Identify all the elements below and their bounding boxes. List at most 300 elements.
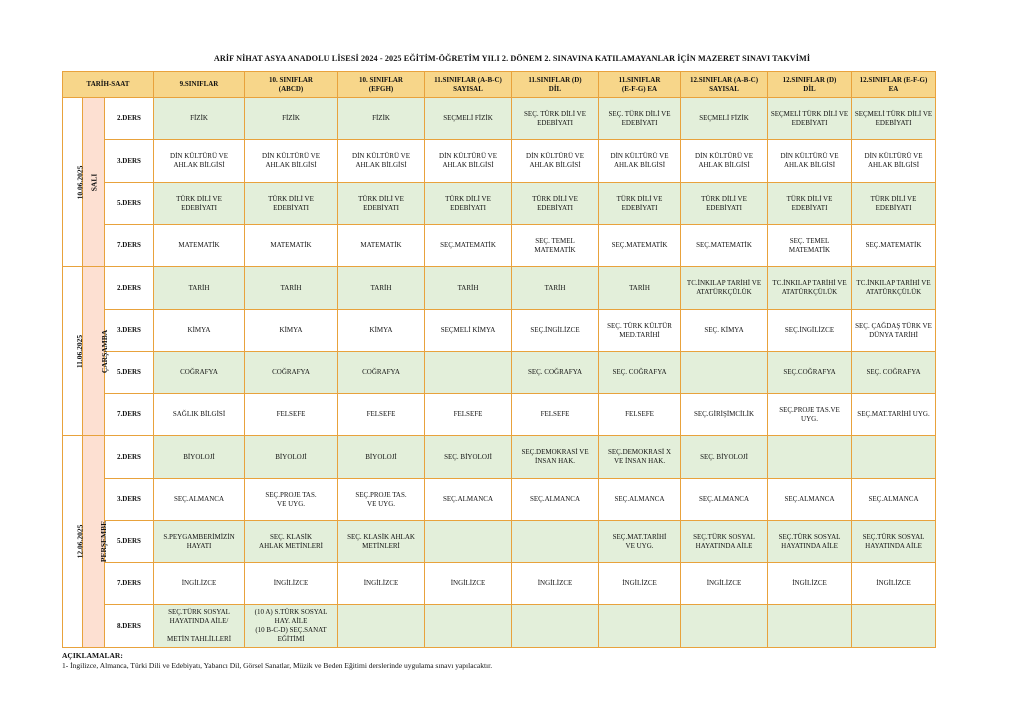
- exam-cell-line: SEÇ. TÜRK DİLİ VE: [608, 109, 671, 118]
- exam-cell-line: SEÇ.ALMANCA: [614, 495, 665, 503]
- exam-cell-line: FİZİK: [282, 114, 300, 122]
- exam-cell: [154, 267, 245, 310]
- exam-cell-line: [854, 453, 933, 462]
- exam-cell-line: EDEBİYATI: [363, 203, 399, 212]
- lesson-period-cell: 2.DERS: [105, 436, 154, 479]
- exam-cell: [512, 563, 599, 605]
- exam-cell-line: SEÇ. TÜRK DİLİ VE: [524, 109, 586, 118]
- exam-cell-line: İNSAN HAK.: [534, 457, 576, 465]
- exam-cell-line: TARİH: [629, 283, 650, 292]
- exam-cell: [852, 225, 936, 267]
- exam-cell: [154, 605, 245, 648]
- schedule-row: [63, 225, 936, 267]
- exam-cell: [425, 521, 512, 563]
- exam-cell-line: TC.İNKILAP TARİHİ VE: [772, 279, 847, 287]
- exam-cell-line: SEÇ.İNGİLİZCE: [530, 326, 580, 334]
- exam-cell-line: TÜRK DİLİ VE: [358, 194, 404, 203]
- exam-cell-line: [683, 368, 765, 377]
- day-cell: [83, 436, 109, 648]
- exam-cell: [154, 310, 245, 352]
- exam-cell-line: DİN KÜLTÜRÜ VE: [352, 152, 410, 160]
- exam-cell-line: [514, 622, 596, 631]
- exam-cell-line: MATEMATİK: [360, 241, 402, 249]
- lesson-period-cell: 5.DERS: [105, 183, 154, 225]
- exam-cell: [425, 436, 512, 479]
- exam-cell: [852, 310, 936, 352]
- day-label: PERŞEMBE: [99, 520, 109, 563]
- exam-schedule-table: [62, 71, 936, 648]
- exam-cell-line: SEÇ.MATEMATİK: [865, 241, 922, 249]
- exam-cell-line: SEÇMELİ KİMYA: [440, 326, 496, 334]
- lesson-period-cell: 5.DERS: [105, 352, 154, 394]
- exam-cell: [338, 225, 425, 267]
- exam-cell-line: EDEBİYATI: [706, 203, 742, 212]
- column-header: [425, 72, 512, 98]
- exam-cell: [425, 352, 512, 394]
- exam-cell-line: TARİH: [188, 283, 210, 292]
- exam-cell: [599, 310, 681, 352]
- exam-cell: [768, 563, 852, 605]
- exam-cell-line: TÜRK DİLİ VE: [870, 194, 917, 203]
- exam-cell-line: SEÇ.TÜRK SOSYAL: [168, 608, 230, 616]
- exam-cell-line: HAYATINDA AİLE: [695, 541, 753, 550]
- exam-cell: [852, 436, 936, 479]
- exam-cell: [768, 394, 852, 436]
- exam-cell: [512, 521, 599, 563]
- column-header-line: (EFGH): [368, 84, 394, 93]
- exam-cell-line: VE UYG.: [367, 499, 396, 508]
- exam-cell-line: SEÇ.MATEMATİK: [696, 241, 752, 249]
- exam-cell-line: COĞRAFYA: [180, 368, 218, 376]
- exam-cell-line: DİN KÜLTÜRÜ VE: [610, 152, 669, 160]
- header-row: [63, 72, 936, 98]
- exam-cell-line: TARİH: [544, 283, 566, 292]
- exam-cell-line: SEÇ.MAT.TARİHİ UYG.: [857, 410, 930, 418]
- exam-cell: [425, 310, 512, 352]
- exam-cell-line: SEÇ. KİMYA: [704, 326, 744, 334]
- exam-cell-line: HAYATI: [186, 541, 212, 550]
- exam-cell-line: DÜNYA TARİHİ: [869, 330, 918, 339]
- exam-cell-line: SEÇ.DEMOKRASİ X: [608, 448, 672, 456]
- exam-cell-line: EDEBİYATI: [450, 203, 486, 212]
- exam-cell-line: DİN KÜLTÜRÜ VE: [780, 152, 839, 160]
- exam-cell-line: AHLAK BİLGİSİ: [529, 161, 581, 169]
- exam-cell-line: COĞRAFYA: [362, 368, 400, 376]
- exam-cell-line: AHLAK METİNLERİ: [259, 541, 323, 550]
- exam-cell: [512, 183, 599, 225]
- day-label: SALI: [88, 173, 98, 191]
- exam-cell-line: ATATÜRKÇÜLÜK: [696, 288, 752, 296]
- exam-cell-line: EDEBİYATI: [875, 203, 912, 212]
- day-label: ÇARŞAMBA: [100, 329, 110, 373]
- exam-cell: [599, 521, 681, 563]
- exam-cell: [768, 352, 852, 394]
- column-header: [768, 72, 852, 98]
- exam-cell-line: SEÇ.TÜRK SOSYAL: [778, 532, 841, 541]
- exam-cell: [681, 394, 768, 436]
- exam-cell-line: [601, 622, 678, 631]
- exam-cell-line: HAYATINDA AİLE: [865, 541, 922, 550]
- exam-cell: [852, 267, 936, 310]
- exam-cell: [245, 98, 338, 140]
- exam-cell-line: [427, 622, 509, 631]
- exam-cell-line: TÜRK DİLİ VE: [701, 194, 747, 203]
- exam-cell-line: SEÇ.İNGİLİZCE: [784, 326, 835, 334]
- exam-cell: [154, 352, 245, 394]
- column-header-line: 11.SINIFLAR (D): [528, 75, 582, 84]
- lesson-period-cell: 7.DERS: [105, 225, 154, 267]
- page-title: ARİF NİHAT ASYA ANADOLU LİSESİ 2024 - 2025 EĞİTİM-ÖĞRETİM YILI 2. DÖNEM 2. SINAVINA KATILAMAYANLAR İÇİN MAZERET SINAVI TAKVİMİ: [213, 54, 811, 63]
- exam-cell-line: DİN KÜLTÜRÜ VE: [526, 152, 584, 160]
- exam-cell-line: TARİH: [370, 283, 392, 292]
- exam-cell-line: [770, 622, 849, 631]
- exam-cell-line: COĞRAFYA: [272, 368, 310, 376]
- column-header-line: 12.SINIFLAR (E-F-G): [859, 75, 928, 84]
- exam-cell: [599, 394, 681, 436]
- exam-cell-line: SEÇ. BİYOLOJİ: [700, 452, 748, 461]
- exam-cell-line: [427, 368, 509, 377]
- exam-cell: [512, 605, 599, 648]
- exam-cell: [512, 394, 599, 436]
- exam-cell-line: AHLAK BİLGİSİ: [867, 161, 920, 169]
- exam-cell-line: SEÇ.MATEMATİK: [611, 241, 668, 249]
- exam-cell: [338, 394, 425, 436]
- exam-cell-line: BİYOLOJİ: [183, 452, 215, 461]
- exam-cell-line: [683, 622, 765, 631]
- column-header-line: DİL: [548, 84, 562, 93]
- exam-cell-line: AHLAK BİLGİSİ: [173, 161, 225, 169]
- exam-cell: [681, 225, 768, 267]
- exam-cell: [154, 436, 245, 479]
- exam-cell: [599, 352, 681, 394]
- exam-cell-line: (10 B-C-D) SEÇ.SANAT: [255, 626, 327, 634]
- exam-cell-line: MATEMATİK: [178, 241, 220, 249]
- exam-cell: [154, 394, 245, 436]
- exam-cell-line: DİN KÜLTÜRÜ VE: [170, 152, 228, 160]
- exam-cell-line: [854, 622, 933, 631]
- column-header-line: 11.SINIFLAR: [618, 75, 661, 84]
- exam-cell-line: SEÇ. TEMEL: [789, 236, 830, 245]
- exam-cell-line: VE UYG.: [277, 499, 306, 508]
- exam-cell: [338, 479, 425, 521]
- exam-cell: [154, 563, 245, 605]
- exam-cell-line: AHLAK BİLGİSİ: [442, 161, 494, 169]
- exam-cell-line: HAY. AİLE: [274, 617, 308, 625]
- exam-cell-line: SEÇ.PROJE TAS.: [355, 490, 407, 499]
- exam-cell-line: MED.TARİHİ: [619, 330, 660, 339]
- exam-cell-line: SEÇ. KLASİK: [270, 532, 313, 541]
- exam-cell-line: S.PEYGAMBERİMİZİN: [163, 532, 235, 541]
- exam-cell: [154, 98, 245, 140]
- exam-cell-line: METİN TAHLİLLERİ: [166, 635, 232, 643]
- exam-cell-line: MATEMATİK: [270, 241, 312, 249]
- exam-cell-line: FİZİK: [372, 114, 390, 122]
- exam-cell-line: SEÇ.ALMANCA: [174, 495, 224, 503]
- exam-cell-line: TÜRK DİLİ VE: [532, 194, 578, 203]
- exam-cell-line: AHLAK BİLGİSİ: [265, 161, 317, 169]
- exam-cell: [512, 310, 599, 352]
- exam-cell-line: SEÇ.ALMANCA: [699, 495, 749, 503]
- exam-cell-line: EDEBİYATI: [621, 118, 658, 127]
- exam-cell: [681, 352, 768, 394]
- exam-cell: [512, 479, 599, 521]
- exam-cell-line: MATEMATİK: [788, 245, 831, 254]
- schedule-row: [63, 267, 936, 310]
- column-header-line: 12.SINIFLAR (A-B-C): [689, 75, 759, 84]
- exam-cell: [338, 267, 425, 310]
- lesson-period-cell: 3.DERS: [105, 140, 154, 183]
- exam-cell-line: ATATÜRKÇÜLÜK: [781, 288, 838, 296]
- exam-cell: [425, 563, 512, 605]
- lesson-period-cell: 3.DERS: [105, 310, 154, 352]
- exam-cell-line: SEÇ.PROJE TAS.VE: [779, 405, 840, 414]
- exam-cell: [681, 563, 768, 605]
- exam-cell: [681, 479, 768, 521]
- exam-cell-line: FELSEFE: [276, 410, 306, 418]
- column-header: [245, 72, 338, 98]
- exam-cell: [245, 394, 338, 436]
- exam-cell-line: SEÇ.TÜRK SOSYAL: [862, 532, 925, 541]
- exam-cell-line: EDEBİYATI: [791, 203, 828, 212]
- exam-cell-line: SEÇ. TEMEL: [535, 236, 575, 245]
- column-header-line: 10. SINIFLAR: [359, 75, 403, 84]
- exam-cell-line: TARİH: [280, 283, 302, 292]
- exam-cell-line: SEÇ.PROJE TAS.: [265, 490, 317, 499]
- exam-cell-line: MATEMATİK: [534, 245, 576, 254]
- exam-cell-line: İNGİLİZCE: [706, 579, 742, 587]
- exam-cell-line: SEÇ.DEMOKRASİ VE: [521, 448, 589, 456]
- lesson-period-cell: 2.DERS: [105, 267, 154, 310]
- exam-cell: [681, 310, 768, 352]
- exam-cell-line: SEÇ. ÇAĞDAŞ TÜRK VE: [855, 321, 932, 330]
- schedule-row: [63, 394, 936, 436]
- exam-cell: [599, 267, 681, 310]
- exam-cell-line: EDEBİYATI: [621, 203, 658, 212]
- exam-cell: [425, 98, 512, 140]
- exam-cell-line: SEÇMELİ TÜRK DİLİ VE: [854, 109, 933, 118]
- exam-cell: [245, 436, 338, 479]
- exam-cell: [338, 605, 425, 648]
- schedule-row: [63, 98, 936, 140]
- exam-cell: [681, 267, 768, 310]
- exam-cell-line: AHLAK BİLGİSİ: [698, 161, 750, 169]
- exam-cell-line: SEÇ. COĞRAFYA: [866, 368, 921, 376]
- exam-cell-line: SEÇMELİ FİZİK: [699, 114, 749, 122]
- column-header-line: 12.SINIFLAR (D): [782, 75, 837, 84]
- exam-cell: [245, 479, 338, 521]
- exam-cell-line: SEÇ. COĞRAFYA: [527, 368, 583, 376]
- column-header-line: (E-F-G) EA: [621, 84, 658, 93]
- lesson-period-cell: 7.DERS: [105, 563, 154, 605]
- exam-cell: [245, 140, 338, 183]
- exam-cell-line: SEÇ. BİYOLOJİ: [444, 452, 492, 461]
- schedule-row: [63, 563, 936, 605]
- exam-cell: [852, 183, 936, 225]
- exam-cell: [852, 605, 936, 648]
- exam-cell: [599, 605, 681, 648]
- exam-cell: [852, 352, 936, 394]
- exam-cell: [768, 98, 852, 140]
- column-header-line: 10. SINIFLAR: [269, 75, 313, 84]
- lesson-period-cell: 2.DERS: [105, 98, 154, 140]
- exam-cell: [245, 310, 338, 352]
- exam-cell-line: SEÇ.ALMANCA: [784, 495, 835, 503]
- exam-cell-line: FELSEFE: [540, 410, 570, 418]
- exam-cell-line: SEÇMELİ TÜRK DİLİ VE: [770, 109, 849, 118]
- exam-cell-line: SEÇ. TÜRK KÜLTÜR: [607, 321, 672, 330]
- exam-cell: [338, 183, 425, 225]
- schedule-row: [63, 605, 936, 648]
- notes-section: [62, 651, 492, 671]
- exam-cell: [245, 563, 338, 605]
- day-cell: [83, 267, 110, 436]
- exam-cell: [599, 479, 681, 521]
- exam-cell-line: İNGİLİZCE: [363, 579, 399, 587]
- exam-cell-line: UYG.: [801, 414, 818, 423]
- exam-cell: [852, 140, 936, 183]
- exam-cell: [599, 436, 681, 479]
- date-cell: [63, 436, 83, 648]
- exam-cell-line: İNGİLİZCE: [450, 579, 486, 587]
- exam-cell-line: FELSEFE: [625, 410, 654, 418]
- exam-cell-line: [514, 537, 596, 546]
- date-label: 12.06.2025: [75, 524, 85, 559]
- lesson-period-cell: 8.DERS: [105, 605, 154, 648]
- column-header: [338, 72, 425, 98]
- exam-cell: [154, 140, 245, 183]
- exam-cell-line: SEÇ.ALMANCA: [868, 495, 919, 503]
- exam-cell: [852, 521, 936, 563]
- exam-cell-line: SEÇMELİ FİZİK: [443, 114, 493, 122]
- exam-cell: [768, 140, 852, 183]
- column-header-line: SAYISAL: [709, 84, 739, 93]
- exam-cell-line: İNGİLİZCE: [622, 579, 657, 587]
- schedule-row: [63, 310, 936, 352]
- column-header-line: 9.SINIFLAR: [179, 80, 219, 88]
- exam-cell: [768, 605, 852, 648]
- exam-cell-line: HAYATINDA AİLE: [781, 541, 838, 550]
- exam-cell-line: SEÇ.ALMANCA: [443, 495, 493, 503]
- exam-cell: [245, 183, 338, 225]
- exam-cell: [768, 436, 852, 479]
- exam-cell: [425, 394, 512, 436]
- exam-cell: [245, 225, 338, 267]
- exam-cell: [768, 225, 852, 267]
- exam-cell: [338, 521, 425, 563]
- exam-cell: [245, 605, 338, 648]
- exam-cell-line: EDEBİYATI: [791, 118, 828, 127]
- exam-cell: [852, 479, 936, 521]
- exam-cell: [599, 225, 681, 267]
- exam-cell: [768, 479, 852, 521]
- note-item: 1- İngilizce, Almanca, Türki Dili ve Edebiyatı, Yabancı Dil, Görsel Sanatlar, Müzik ve Beden Eğitimi derslerinde uygulama sınavı yapılacaktır.: [62, 661, 493, 670]
- schedule-row: [63, 521, 936, 563]
- exam-cell-line: TÜRK DİLİ VE: [616, 194, 663, 203]
- exam-cell: [512, 98, 599, 140]
- exam-cell: [768, 310, 852, 352]
- exam-cell: [512, 267, 599, 310]
- exam-cell-line: KİMYA: [369, 326, 393, 334]
- exam-cell-line: SEÇ.TÜRK SOSYAL: [693, 532, 755, 541]
- exam-cell: [425, 225, 512, 267]
- exam-cell: [599, 98, 681, 140]
- exam-cell: [768, 267, 852, 310]
- lesson-period-cell: 7.DERS: [105, 394, 154, 436]
- exam-cell: [852, 563, 936, 605]
- exam-cell-line: TÜRK DİLİ VE: [268, 194, 314, 203]
- exam-cell: [852, 394, 936, 436]
- notes-heading: AÇIKLAMALAR:: [62, 651, 123, 660]
- exam-cell-line: VE UYG.: [625, 541, 654, 550]
- exam-cell-line: KİMYA: [279, 326, 303, 334]
- exam-cell-line: TÜRK DİLİ VE: [445, 194, 491, 203]
- schedule-row: [63, 436, 936, 479]
- exam-cell: [338, 98, 425, 140]
- exam-cell-line: İNGİLİZCE: [181, 579, 217, 587]
- exam-cell: [512, 436, 599, 479]
- exam-cell: [599, 183, 681, 225]
- exam-cell: [599, 140, 681, 183]
- column-header-line: 11.SINIFLAR (A-B-C): [434, 75, 502, 84]
- exam-cell: [245, 267, 338, 310]
- exam-cell-line: KİMYA: [187, 326, 211, 334]
- exam-cell-line: SEÇ. KLASİK AHLAK: [347, 532, 415, 541]
- exam-cell-line: SEÇ.MAT.TARİHİ: [612, 532, 667, 541]
- exam-cell: [681, 140, 768, 183]
- exam-cell: [154, 521, 245, 563]
- exam-cell-line: DİN KÜLTÜRÜ VE: [262, 152, 320, 160]
- exam-cell-line: TC.İNKILAP TARİHİ VE: [856, 279, 931, 287]
- exam-cell: [852, 98, 936, 140]
- exam-cell-line: [156, 626, 242, 635]
- exam-cell-line: SEÇ.COĞRAFYA: [783, 368, 836, 376]
- exam-cell-line: TC.İNKILAP TARİHİ VE: [686, 279, 762, 287]
- exam-cell-line: SEÇ.MATEMATİK: [440, 241, 496, 249]
- header-corner: TARİH-SAAT: [63, 72, 154, 98]
- exam-cell-line: [770, 453, 849, 462]
- exam-cell-line: FELSEFE: [366, 410, 396, 418]
- column-header: [154, 72, 245, 98]
- exam-cell-line: EDEBİYATI: [273, 203, 309, 212]
- exam-cell-line: [427, 537, 509, 546]
- lesson-period-cell: 3.DERS: [105, 479, 154, 521]
- exam-cell-line: (10 A) S.TÜRK SOSYAL: [254, 608, 328, 616]
- exam-cell: [681, 98, 768, 140]
- date-label: 11.06.2025: [75, 334, 85, 368]
- exam-cell-line: EDEBİYATI: [537, 203, 573, 212]
- exam-cell: [154, 479, 245, 521]
- exam-cell-line: FELSEFE: [453, 410, 483, 418]
- exam-cell-line: SEÇ.GİRİŞİMCİLİK: [693, 410, 755, 418]
- exam-cell-line: VE İNSAN HAK.: [613, 457, 666, 465]
- day-cell: [83, 98, 105, 267]
- schedule-row: [63, 140, 936, 183]
- exam-cell-line: EĞİTİMİ: [277, 635, 305, 643]
- exam-cell-line: EDEBİYATI: [181, 203, 217, 212]
- exam-cell-line: İNGİLİZCE: [537, 579, 573, 587]
- column-header: [681, 72, 768, 98]
- exam-cell: [338, 140, 425, 183]
- exam-cell-line: AHLAK BİLGİSİ: [613, 161, 666, 169]
- exam-cell: [245, 521, 338, 563]
- exam-cell-line: İNGİLİZCE: [792, 579, 827, 587]
- exam-cell-line: HAYATINDA AİLE/: [169, 617, 229, 625]
- schedule-row: [63, 479, 936, 521]
- exam-cell: [599, 563, 681, 605]
- exam-cell-line: TÜRK DİLİ VE: [786, 194, 833, 203]
- column-header-line: SAYISAL: [453, 84, 483, 93]
- exam-cell-line: METİNLERİ: [362, 541, 400, 550]
